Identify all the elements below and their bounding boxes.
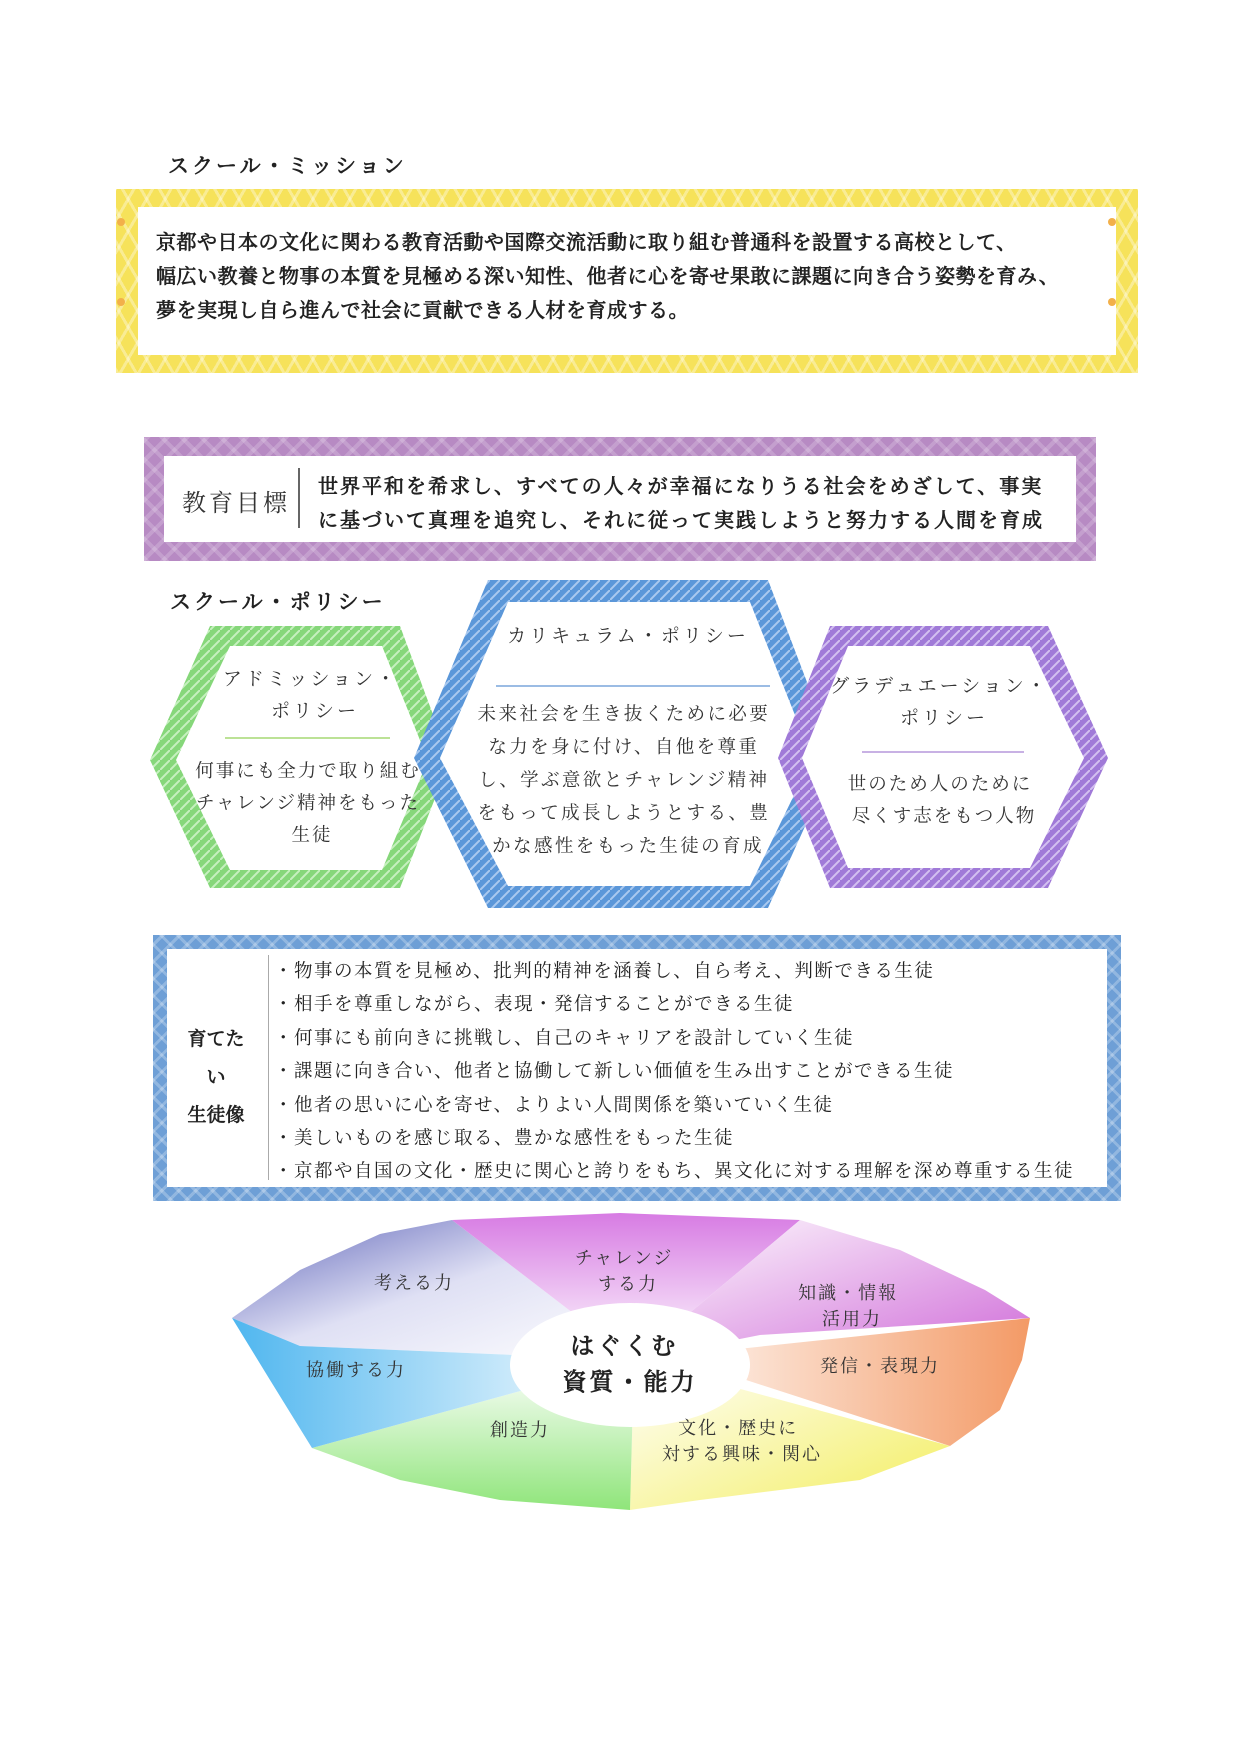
ornament-dot	[1108, 298, 1116, 306]
label-line: 考える力	[374, 1273, 454, 1294]
label-line: 文化・歴史に	[678, 1418, 799, 1439]
competencies-diagram	[0, 1210, 1241, 1510]
admission-body-line: 生徒	[291, 825, 333, 846]
graduation-body-line: 世のため人のために	[847, 774, 1033, 795]
curriculum-body-line: な力を身に付け、自他を尊重	[488, 737, 760, 758]
admission-body-line: チャレンジ精神をもった	[196, 793, 421, 814]
list-item: ・物事の本質を見極め、批判的精神を涵養し、自ら考え、判断できる生徒	[274, 961, 935, 982]
label-expression	[820, 1356, 940, 1377]
label-thinking	[374, 1273, 454, 1294]
students-list	[274, 955, 1104, 1189]
ornament-dot	[117, 298, 125, 306]
list-item: ・美しいものを感じ取る、豊かな感性をもった生徒	[274, 1127, 735, 1149]
label-line: 協働する力	[306, 1360, 406, 1381]
label-line: チャレンジ	[574, 1248, 674, 1269]
diagram-center	[510, 1303, 750, 1427]
ornament-dot	[117, 218, 125, 226]
students-label-line: 育てたい	[187, 1028, 245, 1088]
goal-line: に基づいて真理を追究し、それに従って実践しようと努力する人間を育成	[318, 508, 1044, 532]
curriculum-title-line: カリキュラム・ポリシー	[507, 625, 749, 647]
list-item: ・課題に向き合い、他者と協働して新しい価値を生み出すことができる生徒	[274, 1061, 955, 1083]
policy-hexagons	[0, 570, 1241, 920]
center-label-line: 資質・能力	[562, 1368, 698, 1396]
label-line: 発信・表現力	[820, 1356, 940, 1377]
goal-text	[318, 469, 1070, 537]
students-label-line: 生徒像	[187, 1104, 245, 1126]
mission-line: 夢を実現し自ら進んで社会に貢献できる人材を育成する。	[156, 298, 689, 322]
label-line: 知識・情報	[798, 1283, 899, 1304]
ornament-dot	[1108, 218, 1116, 226]
mission-line: 京都や日本の文化に関わる教育活動や国際交流活動に取り組む普通科を設置する高校として、	[156, 230, 1017, 254]
mission-heading: スクール・ミッション	[168, 154, 407, 178]
center-label-line: はぐくむ	[570, 1332, 679, 1360]
list-item: ・何事にも前向きに挑戦し、自己のキャリアを設計していく生徒	[274, 1027, 855, 1049]
label-line: 対する興味・関心	[662, 1444, 822, 1465]
policy-heading: スクール・ポリシー	[170, 590, 386, 614]
goal-label: 教育目標	[182, 489, 290, 517]
list-item: ・京都や自国の文化・歴史に関心と誇りをもち、異文化に対する理解を深め尊重する生徒	[274, 1161, 1075, 1183]
label-creativity	[490, 1420, 550, 1441]
graduation-title-line: グラデュエーション・	[830, 675, 1049, 697]
label-line: 活用力	[822, 1309, 882, 1330]
curriculum-body-line: 未来社会を生き抜くために必要	[477, 704, 771, 725]
admission-title-line: アドミッション・	[222, 668, 399, 690]
mission-text	[156, 225, 1106, 327]
admission-title-line: ポリシー	[270, 700, 360, 722]
curriculum-body-line: し、学ぶ意欲とチャレンジ精神	[478, 770, 770, 791]
admission-body-line: 何事にも全力で取り組む	[195, 761, 421, 782]
goal-divider	[298, 468, 300, 528]
list-item: ・相手を尊重しながら、表現・発信することができる生徒	[274, 994, 795, 1016]
curriculum-body-line: かな感性をもった生徒の育成	[492, 836, 764, 857]
goal-line: 世界平和を希求し、すべての人々が幸福になりうる社会をめざして、事実	[318, 474, 1044, 498]
students-divider	[268, 955, 269, 1180]
list-item: ・他者の思いに心を寄せ、よりよい人間関係を築いていく生徒	[274, 1094, 834, 1116]
mission-line: 幅広い教養と物事の本質を見極める深い知性、他者に心を寄せ果敢に課題に向き合う姿勢を育み、	[156, 264, 1060, 288]
curriculum-body-line: をもって成長しようとする、豊	[477, 803, 771, 824]
curriculum-title	[507, 625, 749, 647]
label-cooperation	[306, 1360, 406, 1381]
graduation-title-line: ポリシー	[899, 707, 989, 729]
label-line: 創造力	[490, 1420, 550, 1441]
students-label	[180, 1020, 252, 1134]
graduation-body-line: 尽くす志をもつ人物	[851, 806, 1037, 827]
label-line: する力	[598, 1274, 658, 1295]
